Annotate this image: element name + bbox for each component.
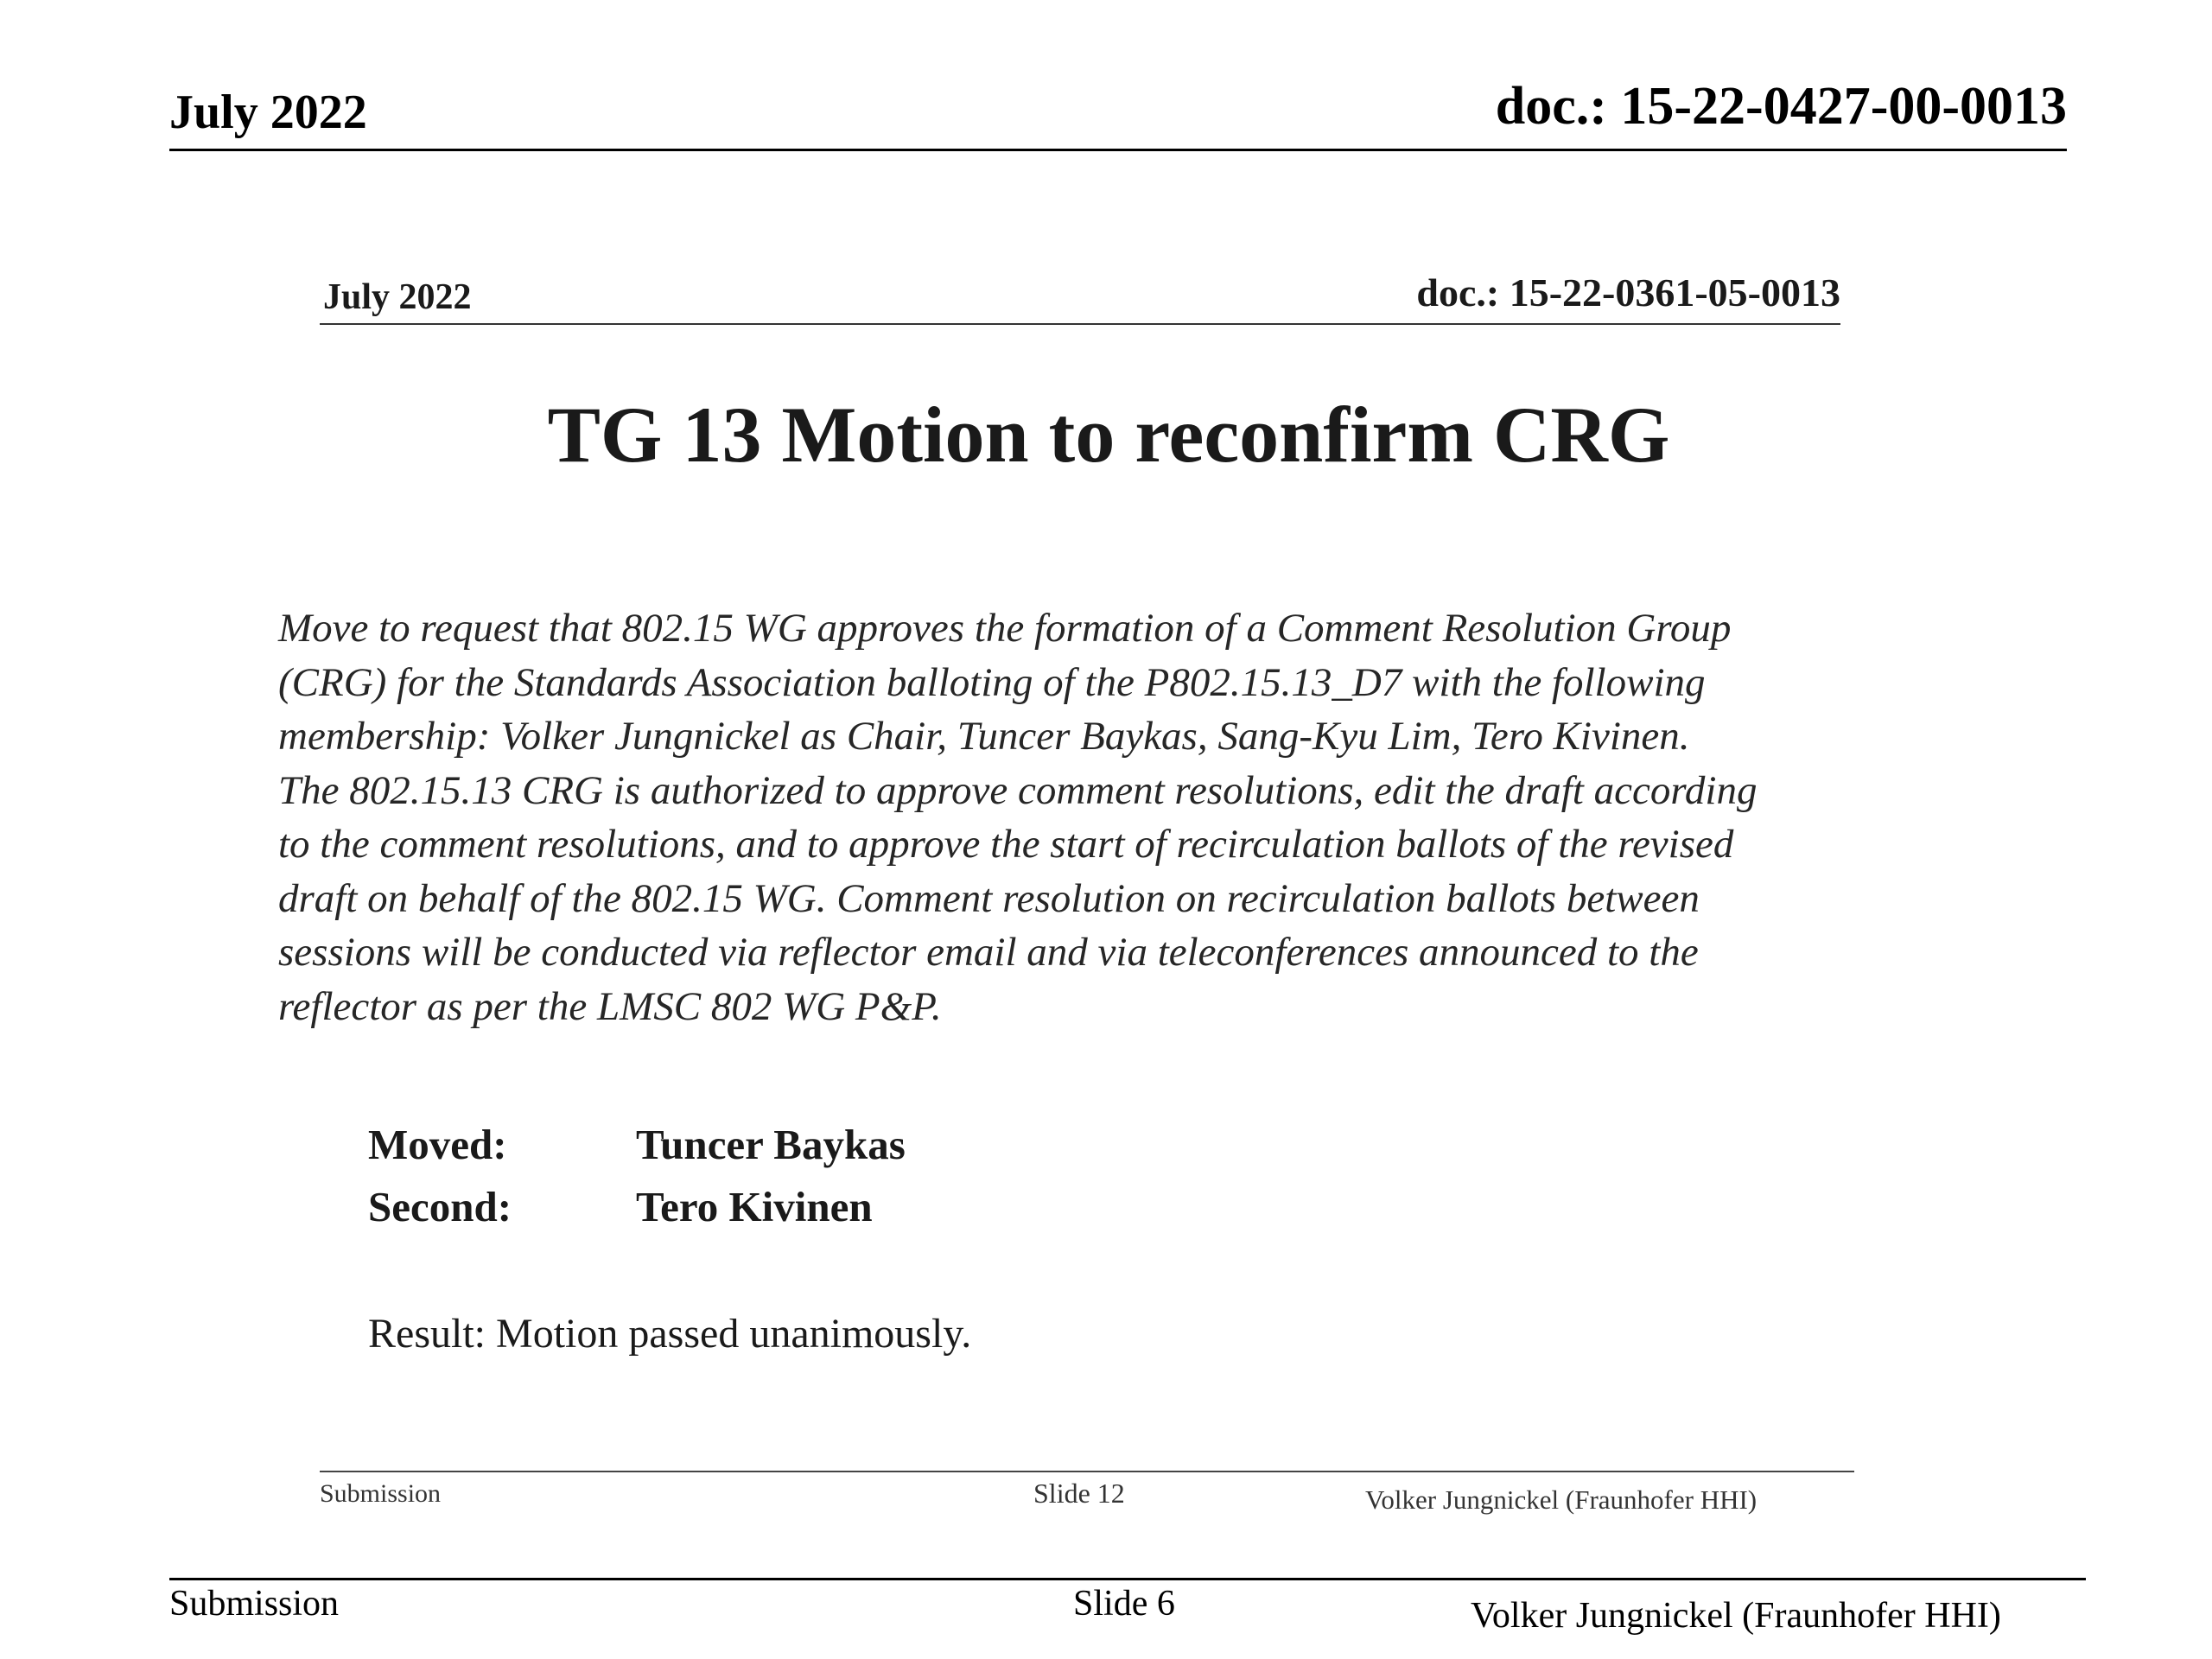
moved-value: Tuncer Baykas [636, 1121, 906, 1168]
header-divider [169, 149, 2067, 151]
embedded-footer-divider [320, 1471, 1854, 1472]
embedded-footer-author: Volker Jungnickel (Fraunhofer HHI) [1365, 1484, 1758, 1515]
embedded-header-doc-number: doc.: 15-22-0361-05-0013 [1416, 270, 1840, 315]
motion-line: The 802.15.13 CRG is authorized to approve comment resolutions, edit the draft according [278, 767, 1758, 813]
motion-line: to the comment resolutions, and to approve the start of recirculation ballots of the revised [278, 822, 1734, 867]
motion-line: (CRG) for the Standards Association balloting of the P802.15.13_D7 with the following [278, 659, 1706, 705]
motion-line: Move to request that 802.15 WG approves the formation of a Comment Resolution Group [278, 606, 1732, 651]
footer-divider [169, 1578, 2086, 1580]
second-value: Tero Kivinen [636, 1183, 873, 1230]
footer-submission: Submission [169, 1584, 340, 1624]
header-doc-number: doc.: 15-22-0427-00-0013 [1495, 77, 2067, 136]
motion-line: reflector as per the LMSC 802 WG P&P. [278, 983, 942, 1029]
motion-text [278, 601, 1946, 1033]
motion-line: sessions will be conducted via reflector email and via teleconferences announced to the [278, 930, 1699, 975]
embedded-header-divider [320, 323, 1840, 325]
embedded-footer-slide-number: Slide 12 [1033, 1478, 1125, 1509]
motion-line: draft on behalf of the 802.15 WG. Comment resolution on recirculation ballots between [278, 875, 1700, 921]
moved-label: Moved: [368, 1121, 507, 1168]
motion-line: membership: Volker Jungnickel as Chair, Tuncer Baykas, Sang-Kyu Lim, Tero Kivinen. [278, 714, 1690, 759]
embedded-footer-submission: Submission [320, 1479, 442, 1508]
slide-title: TG 13 Motion to reconfirm CRG [547, 391, 1670, 479]
footer-author: Volker Jungnickel (Fraunhofer HHI) [1471, 1596, 2001, 1636]
header-date: July 2022 [169, 86, 367, 139]
motion-result: Result: Motion passed unanimously. [368, 1311, 972, 1357]
second-label: Second: [368, 1183, 512, 1230]
embedded-header-date: July 2022 [323, 277, 472, 317]
embedded-slide [275, 259, 1942, 1529]
footer-slide-number: Slide 6 [1073, 1584, 1175, 1624]
